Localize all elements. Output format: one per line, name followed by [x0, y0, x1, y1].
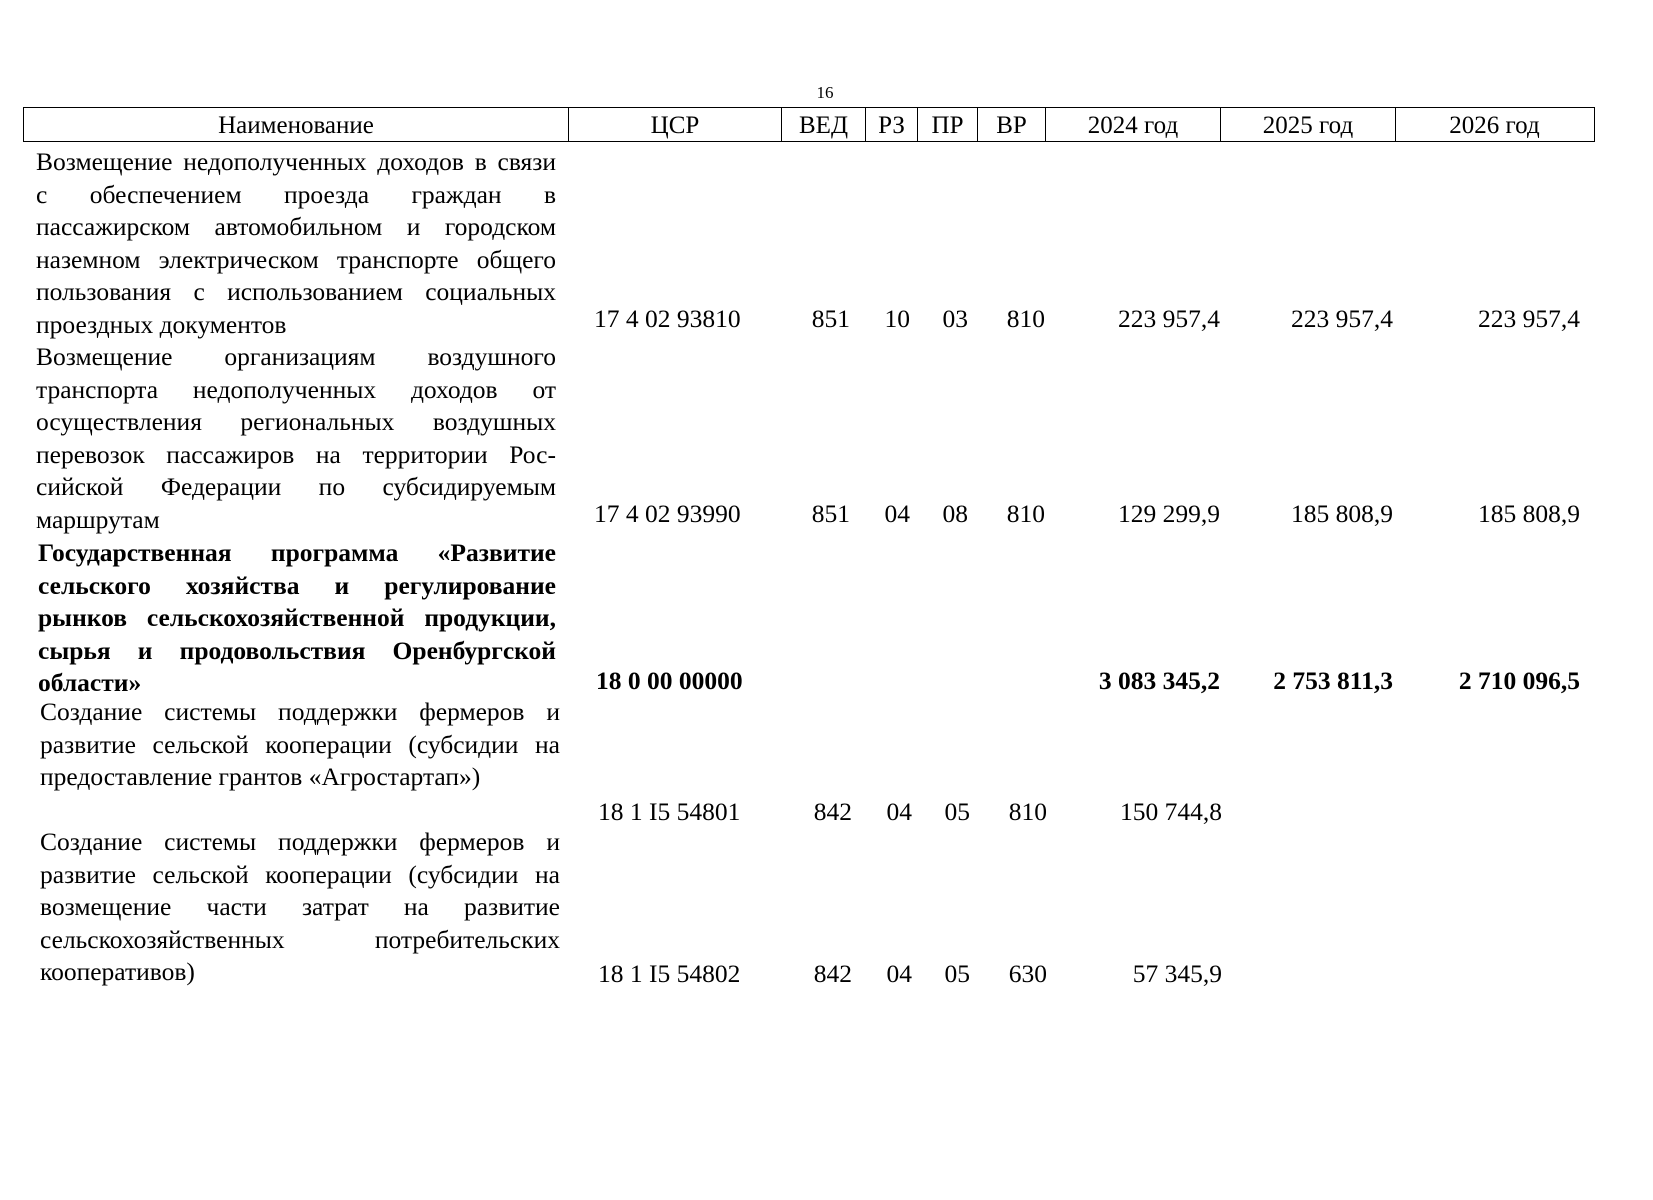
row-2025: 2 753 811,3 — [1273, 666, 1393, 695]
page-number: 16 — [816, 83, 834, 102]
row-ved: 851 — [811, 304, 850, 333]
row-2024: 57 345,9 — [1132, 959, 1222, 988]
row-2024: 129 299,9 — [1118, 499, 1220, 528]
header-2026: 2026 год — [1449, 111, 1540, 139]
row-name: Государственная программа «Развитие сельского хозяйства и регулирование рынков сельскохозяйственной продукции, сырья и продовольствия Оренбургской области» — [38, 538, 556, 697]
row-2024: 3 083 345,2 — [1098, 666, 1220, 695]
header-2025: 2025 год — [1221, 108, 1396, 141]
row-name: Возмещение организациям воздушного транспорта недополученных доходов от осуществления региональных воздушных перевозок пассажиров на территории Российской Федерации по субсидируемым маршрутам — [36, 342, 556, 534]
row-2024: 223 957,4 — [1118, 304, 1220, 333]
header-ved: ВЕД — [782, 108, 866, 141]
row-vr: 810 — [1008, 797, 1047, 826]
row-pr: 03 — [942, 304, 968, 333]
row-rz: 04 — [886, 797, 912, 826]
row-rz: 04 — [886, 959, 912, 988]
header-name: Наименование — [24, 108, 569, 141]
header-pr: ПР — [918, 108, 978, 141]
row-vr: 630 — [1008, 959, 1047, 988]
row-pr: 05 — [944, 959, 970, 988]
row-2026: 223 957,4 — [1478, 304, 1580, 333]
row-rz: 10 — [884, 304, 910, 333]
row-ved: 842 — [813, 959, 852, 988]
row-ved: 842 — [813, 797, 852, 826]
row-2024: 150 744,8 — [1120, 797, 1222, 826]
header-rz: РЗ — [866, 108, 918, 141]
row-csr: 17 4 02 93810 — [594, 304, 741, 333]
row-csr: 17 4 02 93990 — [594, 499, 741, 528]
row-csr: 18 1 I5 54802 — [598, 959, 741, 988]
row-name: Возмещение недополученных доходов в связи с обеспечением проезда граждан в пассажирском автомобильном и городском наземном электрическом транспорте общего пользования с использованием социальных проездных документов — [36, 147, 556, 339]
row-2026: 2 710 096,5 — [1458, 666, 1580, 695]
row-2025: 223 957,4 — [1291, 304, 1393, 333]
row-pr: 08 — [942, 499, 968, 528]
row-2026: 185 808,9 — [1478, 499, 1580, 528]
row-csr: 18 1 I5 54801 — [598, 797, 741, 826]
row-csr: 18 0 00 00000 — [596, 666, 743, 695]
row-2025: 185 808,9 — [1291, 499, 1393, 528]
row-pr: 05 — [944, 797, 970, 826]
row-name: Создание системы поддержки фермеров и развитие сельской кооперации (субсидии на возмещение части затрат на развитие сельскохозяйственных потребительских кооперативов) — [40, 827, 560, 986]
row-name: Создание системы поддержки фермеров и развитие сельской кооперации (субсидии на предоставление грантов «Агростартап») — [40, 697, 560, 791]
header-2024: 2024 год — [1046, 108, 1221, 141]
header-vr: ВР — [978, 108, 1046, 141]
table-header — [23, 107, 1595, 142]
header-csr: ЦСР — [569, 108, 782, 141]
row-vr: 810 — [1006, 499, 1045, 528]
row-rz: 04 — [884, 499, 910, 528]
row-ved: 851 — [811, 499, 850, 528]
row-vr: 810 — [1006, 304, 1045, 333]
